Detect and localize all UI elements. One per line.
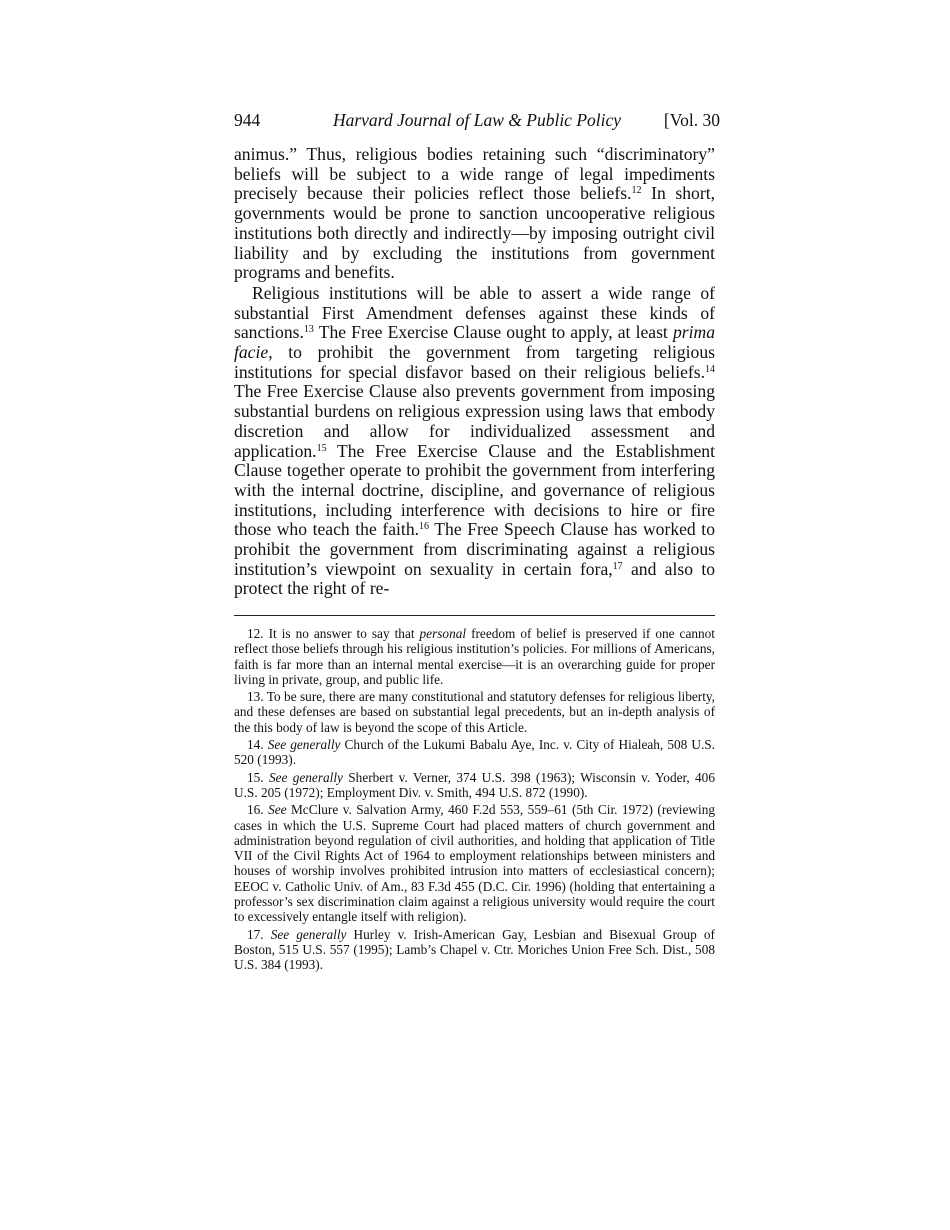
footnote-12-italic: personal — [419, 626, 467, 641]
footnote-ref-13: 13 — [303, 324, 314, 336]
journal-title: Harvard Journal of Law & Public Policy — [332, 110, 622, 130]
footnote-16-text: McClure v. Salvation Army, 460 F.2d 553, 559–61 (5th Cir. 1972) (reviewing cases in which the U.S. Supreme Court had placed matters of church government and administration beyond regulation of civil authorities, and holding that application of Title VII of the Civil Rights Act of 1964 to employment relationships between ministers and houses of worship involves prohibited intrusion into matters of ecclesiastical concern); EEOC v. Catholic Univ. of Am., 83 F.3d 455 (D.C. Cir. 1996) (holding that entertaining a professor’s sex discrimination claim against a religious university would require the court to excessively entangle itself with religion). — [234, 802, 715, 925]
running-header — [234, 106, 720, 134]
footnote-ref-17: 17 — [612, 560, 623, 572]
footnote-13-number: 13. — [247, 689, 264, 705]
footnote-16-signal: See — [263, 802, 287, 818]
paragraph-2-text-b: The Free Exercise Clause ought to apply, at least — [313, 322, 673, 343]
paragraph-2-text-e: The Free Exercise Clause and the Establishment Clause together operate to prohibit the government from interfering with the internal doctrine, discipline, and governance of religious institutions, including interference with decisions to hire or fire those who teach the faith. — [234, 440, 715, 540]
footnote-divider — [234, 615, 715, 616]
footnote-14-signal: See generally — [263, 737, 341, 753]
footnote-14 — [234, 737, 715, 768]
footnote-ref-14: 14 — [705, 363, 715, 375]
page-number: 944 — [234, 110, 261, 130]
footnote-12-text-a: It is no answer to say that — [263, 626, 420, 641]
footnote-17-signal: See generally — [263, 926, 347, 942]
footnote-17-text: Hurley v. Irish-American Gay, Lesbian and Bisexual Group of Boston, 515 U.S. 557 (1995); Lamb’s Chapel v. Ctr. Moriches Union Free Sch. Dist., 508 U.S. 384 (1993). — [234, 926, 715, 973]
main-text — [234, 145, 715, 599]
paragraph-2-text-c: , to prohibit the government from targeting religious institutions for special disfavor based on their religious beliefs. — [234, 342, 715, 382]
footnote-16 — [234, 802, 715, 924]
footnote-17 — [234, 927, 715, 973]
footnote-12 — [234, 626, 715, 687]
footnote-12-number: 12. — [247, 626, 264, 641]
footnote-14-number: 14. — [247, 737, 264, 753]
paragraph-1-text-b: In short, governments would be prone to sanction uncooperative religious institutions both directly and indirectly—by imposing outright civil liability and by excluding the institutions from government programs and benefits. — [234, 183, 715, 283]
footnote-16-number: 16. — [247, 802, 264, 818]
footnote-13-text: To be sure, there are many constitutional and statutory defenses for religious liberty, and these defenses are based on substantial legal precedents, but an in-depth analysis of the this body of law is beyond the scope of this Article. — [234, 689, 715, 735]
paragraph-1-text-a: animus.” Thus, religious bodies retaining such “discriminatory” beliefs will be subject to a wide range of legal impediments precisely because their policies reflect those beliefs. — [234, 144, 715, 204]
footnote-15-text: Sherbert v. Verner, 374 U.S. 398 (1963); Wisconsin v. Yoder, 406 U.S. 205 (1972); Employment Div. v. Smith, 494 U.S. 872 (1990). — [234, 769, 715, 800]
footnote-15 — [234, 770, 715, 801]
footnote-14-text: Church of the Lukumi Babalu Aye, Inc. v. City of Hialeah, 508 U.S. 520 (1993). — [234, 737, 715, 768]
footnotes — [234, 626, 715, 975]
paragraph-2-text-g: and also to protect the right of re- — [234, 558, 716, 599]
footnote-17-number: 17. — [247, 926, 264, 942]
volume-label: [Vol. 30 — [663, 110, 720, 130]
footnote-13 — [234, 689, 715, 735]
footnote-ref-16: 16 — [419, 521, 430, 533]
footnote-ref-15: 15 — [316, 442, 327, 454]
paragraph-2 — [234, 284, 715, 599]
paragraph-2-text-d: The Free Exercise Clause also prevents government from imposing substantial burdens on religious expression using laws that embody discretion and allow for individualized assessment and application. — [234, 381, 715, 461]
footnote-12-text-b: freedom of belief is preserved if one cannot reflect those beliefs through his religious institution’s policies. For millions of Americans, faith is far more than an internal mental exercise—it is an overarching guide for proper living in private, group, and public life. — [234, 626, 715, 687]
paragraph-2-italic-prima-facie: prima facie — [234, 322, 715, 363]
paragraph-2-text-a: Religious institutions will be able to assert a wide range of substantial First Amendment defenses against these kinds of sanctions. — [234, 282, 715, 343]
paragraph-2-text-f: The Free Speech Clause has worked to prohibit the government from discriminating against a religious institution’s viewpoint on sexuality in certain fora, — [234, 519, 715, 579]
footnote-ref-12: 12 — [631, 185, 642, 197]
footnote-15-number: 15. — [247, 769, 264, 785]
paragraph-1 — [234, 145, 715, 283]
footnote-15-signal: See generally — [263, 769, 343, 785]
